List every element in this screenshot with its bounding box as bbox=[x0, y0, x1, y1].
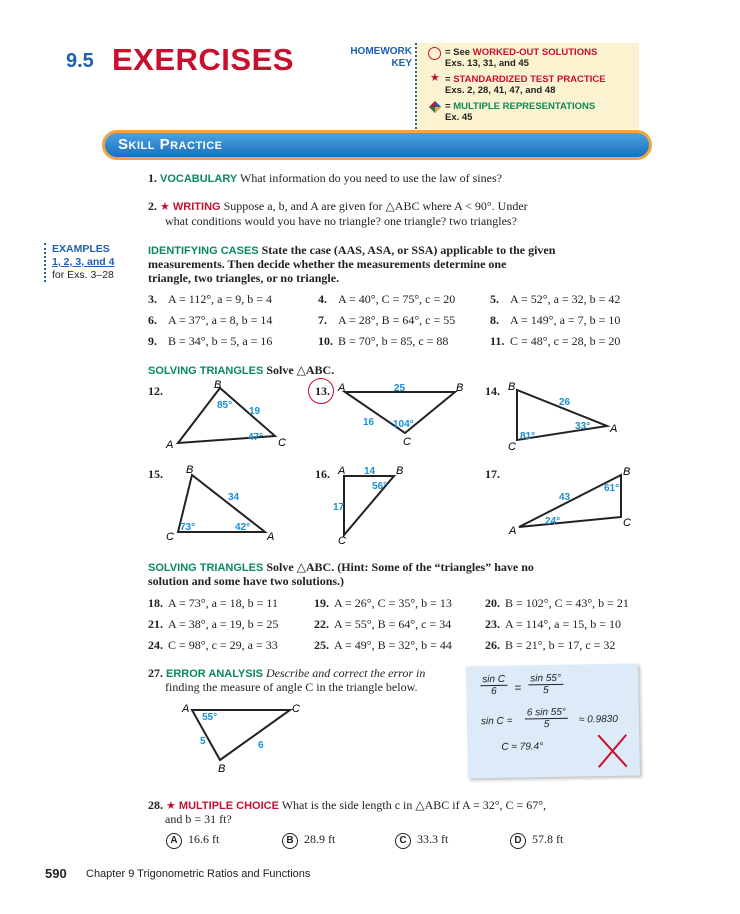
key-item-standardized bbox=[429, 74, 606, 96]
exercise-label: ERROR ANALYSIS bbox=[166, 668, 263, 680]
side-label: 16 bbox=[363, 417, 375, 428]
denominator: 5 bbox=[542, 685, 549, 697]
exercise-text: A = 112°, a = 9, b = 4 bbox=[168, 292, 272, 306]
solving-triangles-2-line2: solution and some have two solutions.) bbox=[148, 574, 345, 588]
exercise-item bbox=[148, 291, 272, 307]
exercise-text: What information do you need to use the law of sines? bbox=[240, 171, 502, 185]
exercise-number: 19. bbox=[314, 596, 329, 610]
instruction-text: Solve △ABC. bbox=[266, 363, 335, 377]
identifying-cases-line2: measurements. Then decide whether the measurements determine one bbox=[148, 257, 507, 271]
vertex-label: A bbox=[182, 703, 190, 715]
triangle-figure-13 bbox=[333, 378, 473, 453]
banner-title: Skill Practice bbox=[118, 136, 223, 153]
angle-label: 73° bbox=[180, 522, 196, 533]
triangle-figure-15 bbox=[160, 460, 290, 545]
solving-triangles-1 bbox=[148, 362, 334, 379]
triangle-figure-14 bbox=[505, 378, 630, 453]
exercise-label: ★ MULTIPLE CHOICE bbox=[166, 800, 279, 812]
triangle-figure-16 bbox=[330, 460, 430, 545]
examples-box bbox=[44, 243, 114, 282]
side-label: 6 bbox=[258, 740, 264, 751]
side-label: 14 bbox=[364, 466, 376, 477]
vertex-label: C bbox=[508, 441, 516, 453]
exercise-number: 3. bbox=[148, 292, 157, 306]
exercise-number: 26. bbox=[485, 638, 500, 652]
angle-label: 47° bbox=[248, 432, 264, 443]
exercise-1 bbox=[148, 170, 502, 187]
exercise-item bbox=[490, 312, 620, 328]
key-highlight: WORKED-OUT SOLUTIONS bbox=[472, 47, 598, 58]
red-x-icon bbox=[595, 732, 630, 771]
circle-icon bbox=[308, 378, 334, 404]
side-label: 34 bbox=[228, 492, 240, 503]
choice-b[interactable] bbox=[282, 832, 335, 849]
exercise-item bbox=[148, 333, 272, 349]
exercise-item bbox=[148, 595, 278, 611]
star-icon: ★ bbox=[430, 72, 440, 84]
side-label: 17 bbox=[333, 502, 345, 513]
instruction-text: Solve △ABC. (Hint: Some of the “triangles” have no bbox=[266, 560, 534, 574]
triangle-number: 17. bbox=[485, 467, 500, 481]
approx-value: ≈ 0.9830 bbox=[578, 713, 618, 726]
exercise-item bbox=[314, 616, 451, 632]
angle-label: 33° bbox=[575, 421, 591, 432]
key-item-worked bbox=[429, 47, 597, 69]
exercise-label: ★ WRITING bbox=[160, 201, 221, 213]
side-label: 25 bbox=[394, 383, 406, 394]
exercise-number: 2. bbox=[148, 199, 157, 213]
angle-label: 104° bbox=[393, 419, 414, 430]
choice-letter: C bbox=[395, 833, 411, 849]
vertex-label: B bbox=[214, 379, 222, 391]
key-item-multiple bbox=[429, 101, 595, 123]
exercise-number: 20. bbox=[485, 596, 500, 610]
exercise-text: Describe and correct the error in bbox=[265, 666, 426, 680]
triangle-number: 12. bbox=[148, 384, 163, 398]
triangle-figure-27 bbox=[178, 698, 308, 778]
angle-label: 85° bbox=[217, 400, 233, 411]
numerator: sin C bbox=[480, 674, 507, 686]
triangle-figure-17 bbox=[505, 460, 640, 545]
exercise-text: Suppose a, b, and A are given for △ABC where A < 90°. Under bbox=[223, 199, 528, 213]
fraction bbox=[480, 674, 507, 697]
key-highlight: MULTIPLE REPRESENTATIONS bbox=[453, 101, 596, 112]
exercise-number: 5. bbox=[490, 292, 499, 306]
vertex-label: B bbox=[396, 465, 404, 477]
exercise-number: 1. bbox=[148, 171, 157, 185]
exercise-text: What is the side length c in △ABC if A = 32°, C = 67°, bbox=[281, 798, 547, 812]
exercise-text: B = 34°, b = 5, a = 16 bbox=[168, 334, 273, 348]
choice-letter: B bbox=[282, 833, 298, 849]
vertex-label: B bbox=[623, 466, 631, 478]
key-detail: Exs. 2, 28, 41, 47, and 48 bbox=[445, 85, 556, 96]
exercise-text: A = 49°, B = 32°, b = 44 bbox=[334, 638, 452, 652]
vertex-label: C bbox=[338, 535, 346, 545]
equation-left: sin C = bbox=[480, 715, 513, 728]
exercise-item bbox=[318, 312, 455, 328]
exercise-number: 8. bbox=[490, 313, 499, 327]
angle-label: 55° bbox=[202, 712, 218, 723]
exercise-number: 4. bbox=[318, 292, 327, 306]
diamond-icon bbox=[429, 101, 441, 113]
exercise-text: A = 114°, a = 15, b = 10 bbox=[505, 617, 621, 631]
exercise-item bbox=[485, 637, 615, 653]
choice-text: 57.8 ft bbox=[532, 832, 564, 846]
exercise-text: A = 149°, a = 7, b = 10 bbox=[510, 313, 621, 327]
exercise-item bbox=[314, 637, 452, 653]
choice-text: 33.3 ft bbox=[417, 832, 449, 846]
result-value: C ≈ 79.4° bbox=[501, 741, 544, 753]
examples-link[interactable]: 1, 2, 3, and 4 bbox=[52, 256, 115, 268]
vertex-label: A bbox=[509, 525, 517, 537]
vertex-label: B bbox=[508, 381, 516, 393]
vertex-label: B bbox=[186, 464, 194, 476]
triangle-number: 13. bbox=[315, 384, 330, 398]
vertex-label: B bbox=[456, 382, 464, 394]
exercise-item bbox=[490, 333, 620, 349]
exercise-number: 23. bbox=[485, 617, 500, 631]
vertex-label: A bbox=[267, 531, 275, 543]
equals-sign: = bbox=[514, 680, 522, 695]
key-prefix: = bbox=[445, 101, 454, 112]
vertex-label: A bbox=[338, 465, 346, 477]
choice-a[interactable] bbox=[166, 832, 219, 849]
triangle-figure-12 bbox=[160, 378, 300, 453]
vertex-label: B bbox=[218, 763, 226, 775]
exercise-number: 27. bbox=[148, 666, 163, 680]
choice-d[interactable] bbox=[510, 832, 563, 849]
exercise-text: A = 40°, C = 75°, c = 20 bbox=[338, 292, 456, 306]
exercise-item bbox=[490, 291, 620, 307]
identifying-cases-line3: triangle, two triangles, or no triangle. bbox=[148, 271, 340, 285]
homework-key-box bbox=[415, 43, 639, 129]
exercise-number: 6. bbox=[148, 313, 157, 327]
choice-text: 28.9 ft bbox=[304, 832, 336, 846]
exercise-number: 7. bbox=[318, 313, 327, 327]
circle-icon bbox=[428, 47, 441, 60]
exercise-text: B = 70°, b = 85, c = 88 bbox=[338, 334, 449, 348]
choice-text: 16.6 ft bbox=[188, 832, 220, 846]
angle-label: 61° bbox=[604, 483, 620, 494]
vertex-label: A bbox=[338, 382, 346, 394]
exercise-number: 21. bbox=[148, 617, 163, 631]
exercise-text: A = 73°, a = 18, b = 11 bbox=[168, 596, 278, 610]
instruction-text: State the case (AAS, ASA, or SSA) applicable to the given bbox=[261, 243, 556, 257]
choice-letter: D bbox=[510, 833, 526, 849]
exercise-text: A = 37°, a = 8, b = 14 bbox=[168, 313, 273, 327]
numerator: 6 sin 55° bbox=[525, 707, 568, 720]
section-number: 9.5 bbox=[66, 50, 94, 72]
exercise-label: VOCABULARY bbox=[160, 173, 238, 185]
vertex-label: C bbox=[278, 437, 286, 449]
vertex-label: C bbox=[292, 703, 300, 715]
exercise-text: B = 21°, b = 17, c = 32 bbox=[505, 638, 616, 652]
side-label: 5 bbox=[200, 736, 206, 747]
side-label: 43 bbox=[559, 492, 571, 503]
examples-for: for Exs. 3–28 bbox=[52, 269, 114, 281]
error-work-note bbox=[466, 664, 640, 779]
choice-c[interactable] bbox=[395, 832, 448, 849]
section-label: SOLVING TRIANGLES bbox=[148, 365, 264, 377]
vertex-label: A bbox=[166, 439, 174, 451]
homework-key-label: HOMEWORK KEY bbox=[350, 46, 412, 69]
exercise-2-line2: what conditions would you have no triangle? one triangle? two triangles? bbox=[165, 214, 517, 228]
section-label: SOLVING TRIANGLES bbox=[148, 562, 264, 574]
exercise-number: 11. bbox=[490, 334, 505, 348]
exercise-item bbox=[314, 595, 452, 611]
vertex-label: C bbox=[403, 436, 411, 448]
exercise-item bbox=[148, 312, 272, 328]
exercise-27-line2: finding the measure of angle C in the triangle below. bbox=[165, 680, 418, 694]
exercise-item bbox=[318, 333, 448, 349]
angle-label: 56° bbox=[372, 481, 388, 492]
exercise-text: C = 98°, c = 29, a = 33 bbox=[168, 638, 278, 652]
exercise-text: A = 38°, a = 19, b = 25 bbox=[168, 617, 279, 631]
key-highlight: STANDARDIZED TEST PRACTICE bbox=[453, 74, 606, 85]
exercise-text: A = 26°, C = 35°, b = 13 bbox=[334, 596, 452, 610]
side-label: 26 bbox=[559, 397, 571, 408]
exercise-number: 9. bbox=[148, 334, 157, 348]
angle-label: 42° bbox=[235, 522, 251, 533]
exercise-text: A = 52°, a = 32, b = 42 bbox=[510, 292, 621, 306]
exercise-item bbox=[318, 291, 455, 307]
section-label: IDENTIFYING CASES bbox=[148, 245, 259, 257]
choice-letter: A bbox=[166, 833, 182, 849]
exercise-text: A = 28°, B = 64°, c = 55 bbox=[338, 313, 456, 327]
vertex-label: C bbox=[166, 531, 174, 543]
exercise-item bbox=[148, 637, 278, 653]
exercise-number: 22. bbox=[314, 617, 329, 631]
vertex-label: A bbox=[610, 423, 618, 435]
key-detail: Exs. 13, 31, and 45 bbox=[445, 58, 529, 69]
triangle-number: 14. bbox=[485, 384, 500, 398]
page-number: 590 bbox=[45, 866, 67, 881]
vertex-label: C bbox=[623, 517, 631, 529]
angle-label: 81° bbox=[520, 431, 536, 442]
triangle-number: 16. bbox=[315, 467, 330, 481]
exercise-28-line2: and b = 31 ft? bbox=[165, 812, 232, 826]
key-prefix: = See bbox=[445, 47, 473, 58]
exercise-number: 24. bbox=[148, 638, 163, 652]
angle-label: 24° bbox=[545, 516, 561, 527]
exercise-number: 18. bbox=[148, 596, 163, 610]
key-prefix: = bbox=[445, 74, 454, 85]
side-label: 19 bbox=[249, 406, 261, 417]
exercise-item bbox=[485, 595, 629, 611]
exercise-text: C = 48°, c = 28, b = 20 bbox=[510, 334, 621, 348]
numerator: sin 55° bbox=[528, 673, 563, 686]
exercise-item bbox=[148, 616, 278, 632]
exercise-text: A = 55°, B = 64°, c = 34 bbox=[334, 617, 452, 631]
exercise-item bbox=[485, 616, 621, 632]
exercise-number: 10. bbox=[318, 334, 333, 348]
exercise-text: B = 102°, C = 43°, b = 21 bbox=[505, 596, 629, 610]
fraction bbox=[528, 673, 563, 697]
denominator: 6 bbox=[490, 685, 497, 698]
exercise-number: 25. bbox=[314, 638, 329, 652]
denominator: 5 bbox=[543, 719, 550, 731]
key-detail: Ex. 45 bbox=[445, 112, 473, 123]
examples-title: EXAMPLES bbox=[52, 243, 110, 255]
chapter-footer: Chapter 9 Trigonometric Ratios and Functions bbox=[86, 868, 311, 880]
exercise-number: 28. bbox=[148, 798, 163, 812]
triangle-number: 15. bbox=[148, 467, 163, 481]
fraction bbox=[525, 707, 568, 731]
page-title: EXERCISES bbox=[112, 42, 294, 77]
